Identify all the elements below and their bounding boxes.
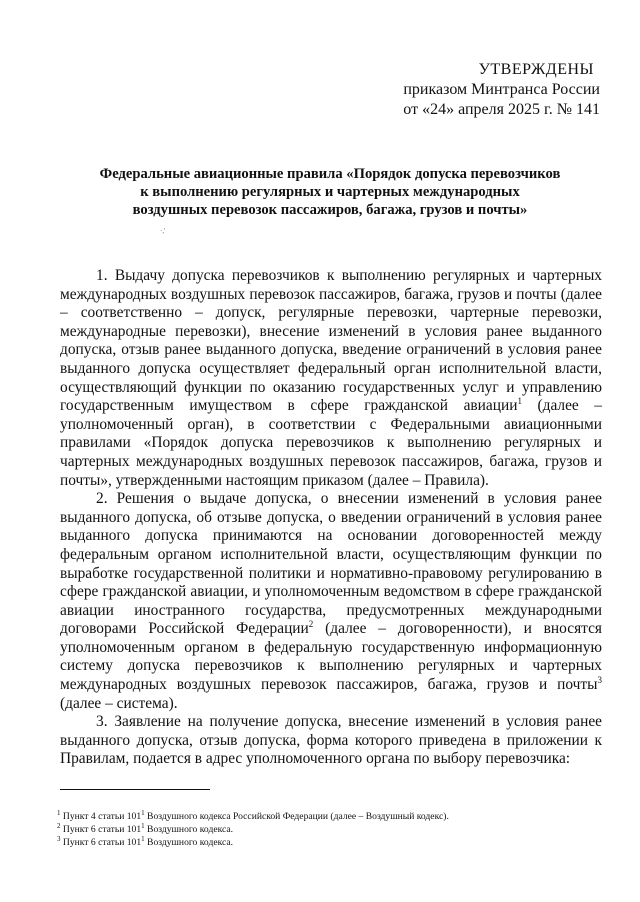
scan-speck: ·,' [160,227,166,235]
footnote-ref-3: 3 [597,675,602,686]
footnote-text: Пункт 6 статьи 101 [60,837,142,848]
footnote-separator [60,789,210,790]
approval-order-line: приказом Минтранса России [403,81,600,98]
footnote-article-sup: 1 [141,822,145,830]
paragraph-2-text-b: (далее – договоренности), и вносятся уполномоченным органом в федеральную государственную информационную систему допуска перевозчиков к выполнению регулярных и чартерных международных воздушных перевозок пассажиров, багажа, грузов и почты [60,620,602,694]
footnotes [57,810,617,849]
footnote-ref-2: 2 [308,619,314,630]
footnote-text: Пункт 4 статьи 101 [60,811,142,822]
footnote-text-rest: Воздушного кодекса Российской Федерации (далее – Воздушный кодекс). [144,811,449,822]
footnote-text-rest: Воздушного кодекса. [144,837,234,848]
paragraph-1 [60,267,602,490]
title-line-2: к выполнению регулярных и чартерных международных [140,184,520,200]
paragraph-2 [60,490,602,713]
footnote-number: 2 [57,822,61,830]
footnote-text-rest: Воздушного кодекса. [144,824,234,835]
paragraph-1-text-a: 1. Выдачу допуска перевозчиков к выполнению регулярных и чартерных международных воздушных перевозок пассажиров, багажа, грузов и почты (далее – соответственно – допуск, регулярные перевозки, чартерные перевозки, международные перевозки), внесение изменений в условия ранее выданного допуска, отзыв ранее выданного допуска, введение ограничений в условия ранее выданного допуска осуществляет федеральный орган исполнительной власти, осуществляющий функции по оказанию государственных услуг и управлению государственным имуществом в сфере гражданской авиации [60,267,602,415]
footnote-text: Пункт 6 статьи 101 [60,824,142,835]
footnote-number: 1 [57,809,61,817]
title-line-1: Федеральные авиационные правила «Порядок допуска перевозчиков [99,166,561,182]
paragraph-2-text-a: 2. Решения о выдаче допуска, о внесении изменений в условия ранее выданного допуска, об отзыве допуска, о введении ограничений в условия ранее выданного допуска принимаются на основании договоренностей между федеральным органом исполнительной власти, осуществляющим функции по выработке государственной политики и нормативно-правовому регулированию в сфере гражданской авиации, и уполномоченным ведомством в сфере гражданской авиации иностранного государства, предусмотренных международными договорами Российской Федерации [60,490,602,638]
approval-date-line: от «24» апреля 2025 г. № 141 [403,101,600,118]
footnote-3 [57,836,617,849]
footnote-number: 3 [57,835,61,843]
document-body [60,267,602,769]
paragraph-1-text-b: (далее – уполномоченный орган), в соответствии с Федеральными авиационными правилами «Порядок допуска перевозчиков к выполнению регулярных и чартерных международных воздушных перевозок пассажиров, багажа, грузов и почты», утвержденными настоящим приказом (далее – Правила). [60,397,602,489]
footnote-article-sup: 1 [141,835,145,843]
approval-heading: УТВЕРЖДЕНЫ [478,61,594,78]
footnote-article-sup: 1 [141,809,145,817]
document-title [60,165,600,219]
paragraph-3: 3. Заявление на получение допуска, внесение изменений в условия ранее выданного допуска, отзыв допуска, форма которого приведена в приложении к Правилам, подается в адрес уполномоченного органа по выбору перевозчика: [60,713,602,768]
title-line-3: воздушных перевозок пассажиров, багажа, грузов и почты» [132,202,528,218]
footnote-ref-1: 1 [517,396,522,407]
approval-stamp [403,60,600,120]
paragraph-2-text-c: (далее – система). [60,694,178,712]
